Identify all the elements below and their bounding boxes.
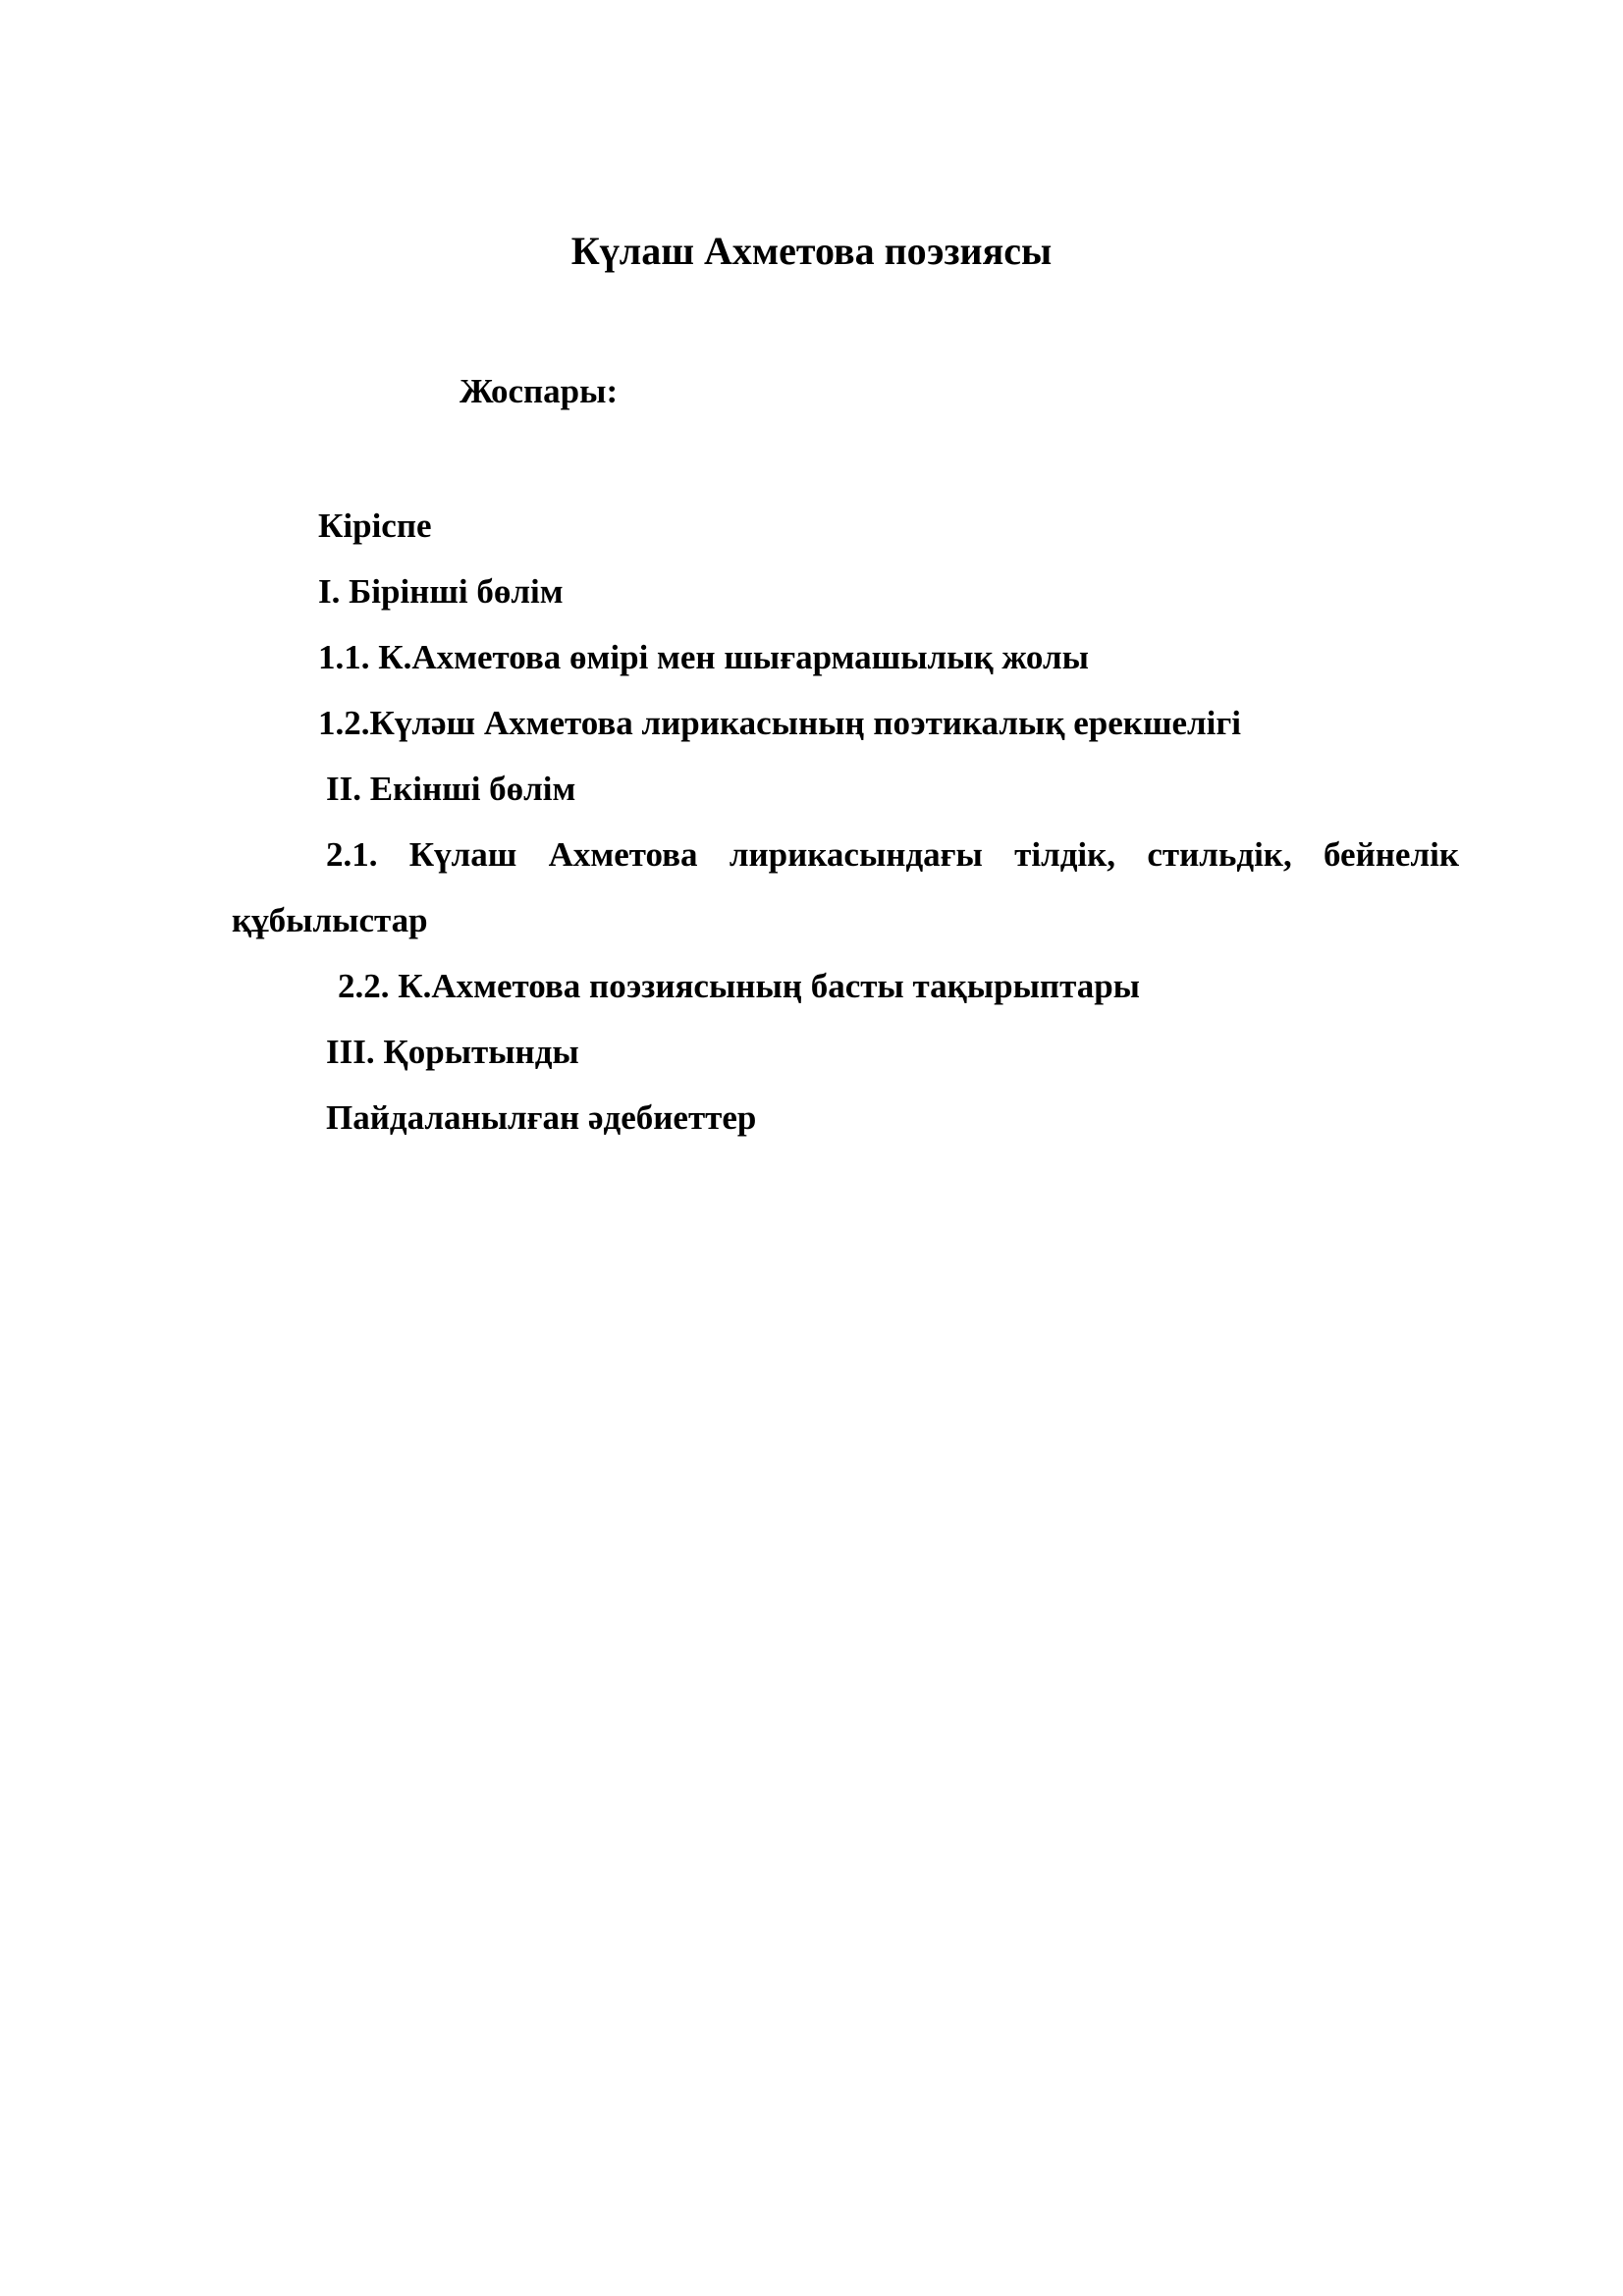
toc-item-references: Пайдаланылған әдебиеттер [326,1098,757,1137]
toc-item-2-1-word: 2.1. [326,835,378,874]
toc-item-part-one: I. Бірінші бөлім [318,572,564,611]
toc-item-2-1-continuation: құбылыстар [232,901,428,939]
toc-item-part-two: II. Екінші бөлім [326,770,576,808]
toc-item-introduction: Кіріспе [318,507,432,545]
toc-item-2-1 [326,837,1459,872]
plan-heading: Жоспары: [460,372,619,410]
toc-item-2-1-word: лирикасындағы [729,835,983,874]
toc-item-2-1-word: Күлаш [408,835,517,874]
toc-item-2-1-word: стильдік, [1147,835,1292,874]
document-title: Күлаш Ахметова поэзиясы [570,229,1053,273]
toc-item-1-2: 1.2.Күләш Ахметова лирикасының поэтикалық ерекшелігі [318,704,1242,742]
toc-item-2-2: 2.2. К.Ахметова поэзиясының басты тақырыптары [338,967,1140,1005]
toc-item-2-1-word: Ахметова [548,835,698,874]
toc-item-2-1-word: бейнелік [1324,835,1459,874]
toc-item-conclusion: III. Қорытынды [326,1033,579,1071]
toc-item-1-1: 1.1. К.Ахметова өмірі мен шығармашылық жолы [318,638,1089,676]
toc-item-2-1-word: тілдік, [1014,835,1116,874]
